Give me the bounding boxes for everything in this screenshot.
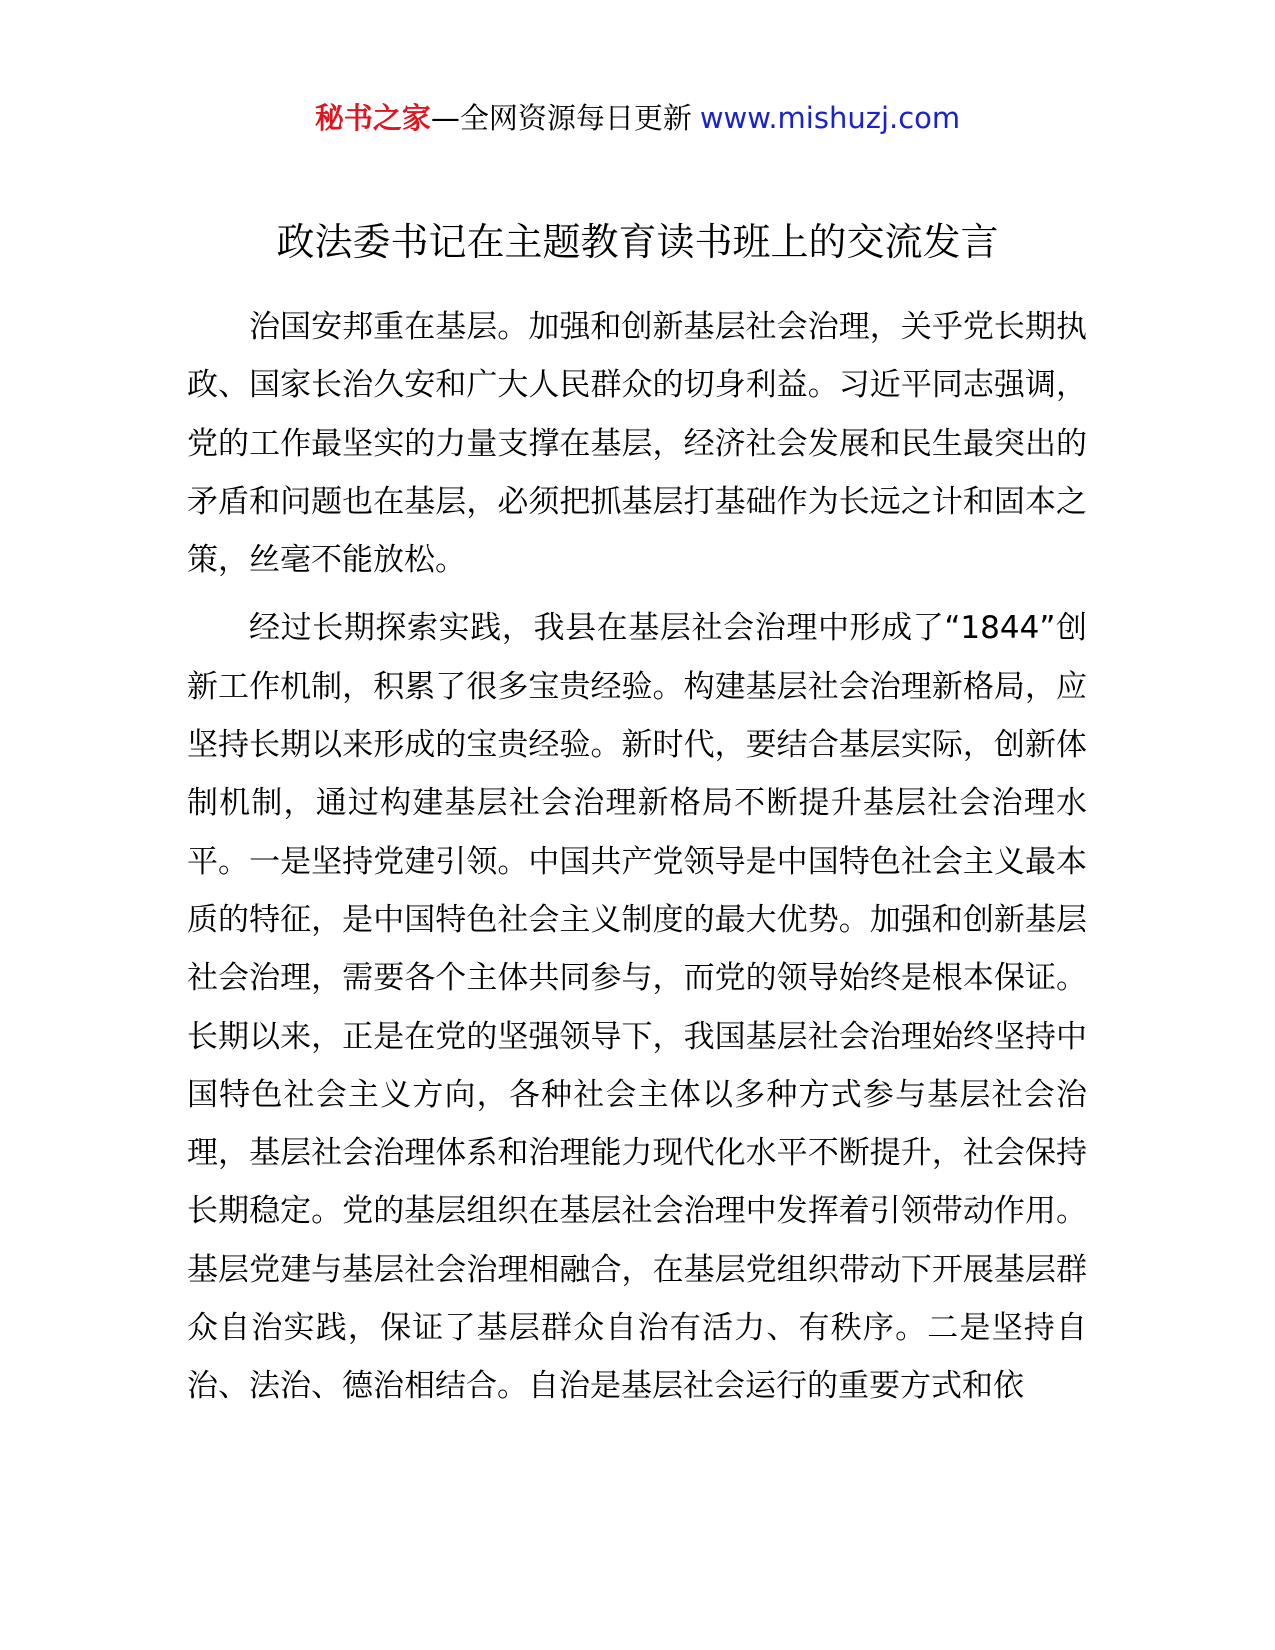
site-tagline: —全网资源每日更新 xyxy=(430,101,692,135)
site-header xyxy=(0,95,1275,141)
document-body xyxy=(187,298,1087,1426)
paragraph-1: 治国安邦重在基层。加强和创新基层社会治理，关乎党长期执政、国家长治久安和广大人民群众的切身利益。习近平同志强调，党的工作最坚实的力量支撑在基层，经济社会发展和民生最突出的矛盾和问题也在基层，必须把抓基层打基础作为长远之计和固本之策，丝毫不能放松。 xyxy=(187,309,1087,579)
site-url-link[interactable]: www.mishuzj.com xyxy=(699,101,961,135)
paragraph-2: 经过长期探索实践，我县在基层社会治理中形成了“1844”创新工作机制，积累了很多宝贵经验。构建基层社会治理新格局，应坚持长期以来形成的宝贵经验。新时代，要结合基层实际，创新体制机制，通过构建基层社会治理新格局不断提升基层社会治理水平。一是坚持党建引领。中国共产党领导是中国特色社会主义最本质的特征，是中国特色社会主义制度的最大优势。加强和创新基层社会治理，需要各个主体共同参与，而党的领导始终是根本保证。长期以来，正是在党的坚强领导下，我国基层社会治理始终坚持中国特色社会主义方向，各种社会主体以多种方式参与基层社会治理，基层社会治理体系和治理能力现代化水平不断提升，社会保持长期稳定。党的基层组织在基层社会治理中发挥着引领带动作用。基层党建与基层社会治理相融合，在基层党组织带动下开展基层群众自治实践，保证了基层群众自治有活力、有秩序。二是坚持自治、法治、德治相结合。自治是基层社会运行的重要方式和依 xyxy=(187,610,1087,1405)
site-brand: 秘书之家 xyxy=(314,101,431,135)
page-title: 政法委书记在主题教育读书班上的交流发言 xyxy=(276,220,999,264)
